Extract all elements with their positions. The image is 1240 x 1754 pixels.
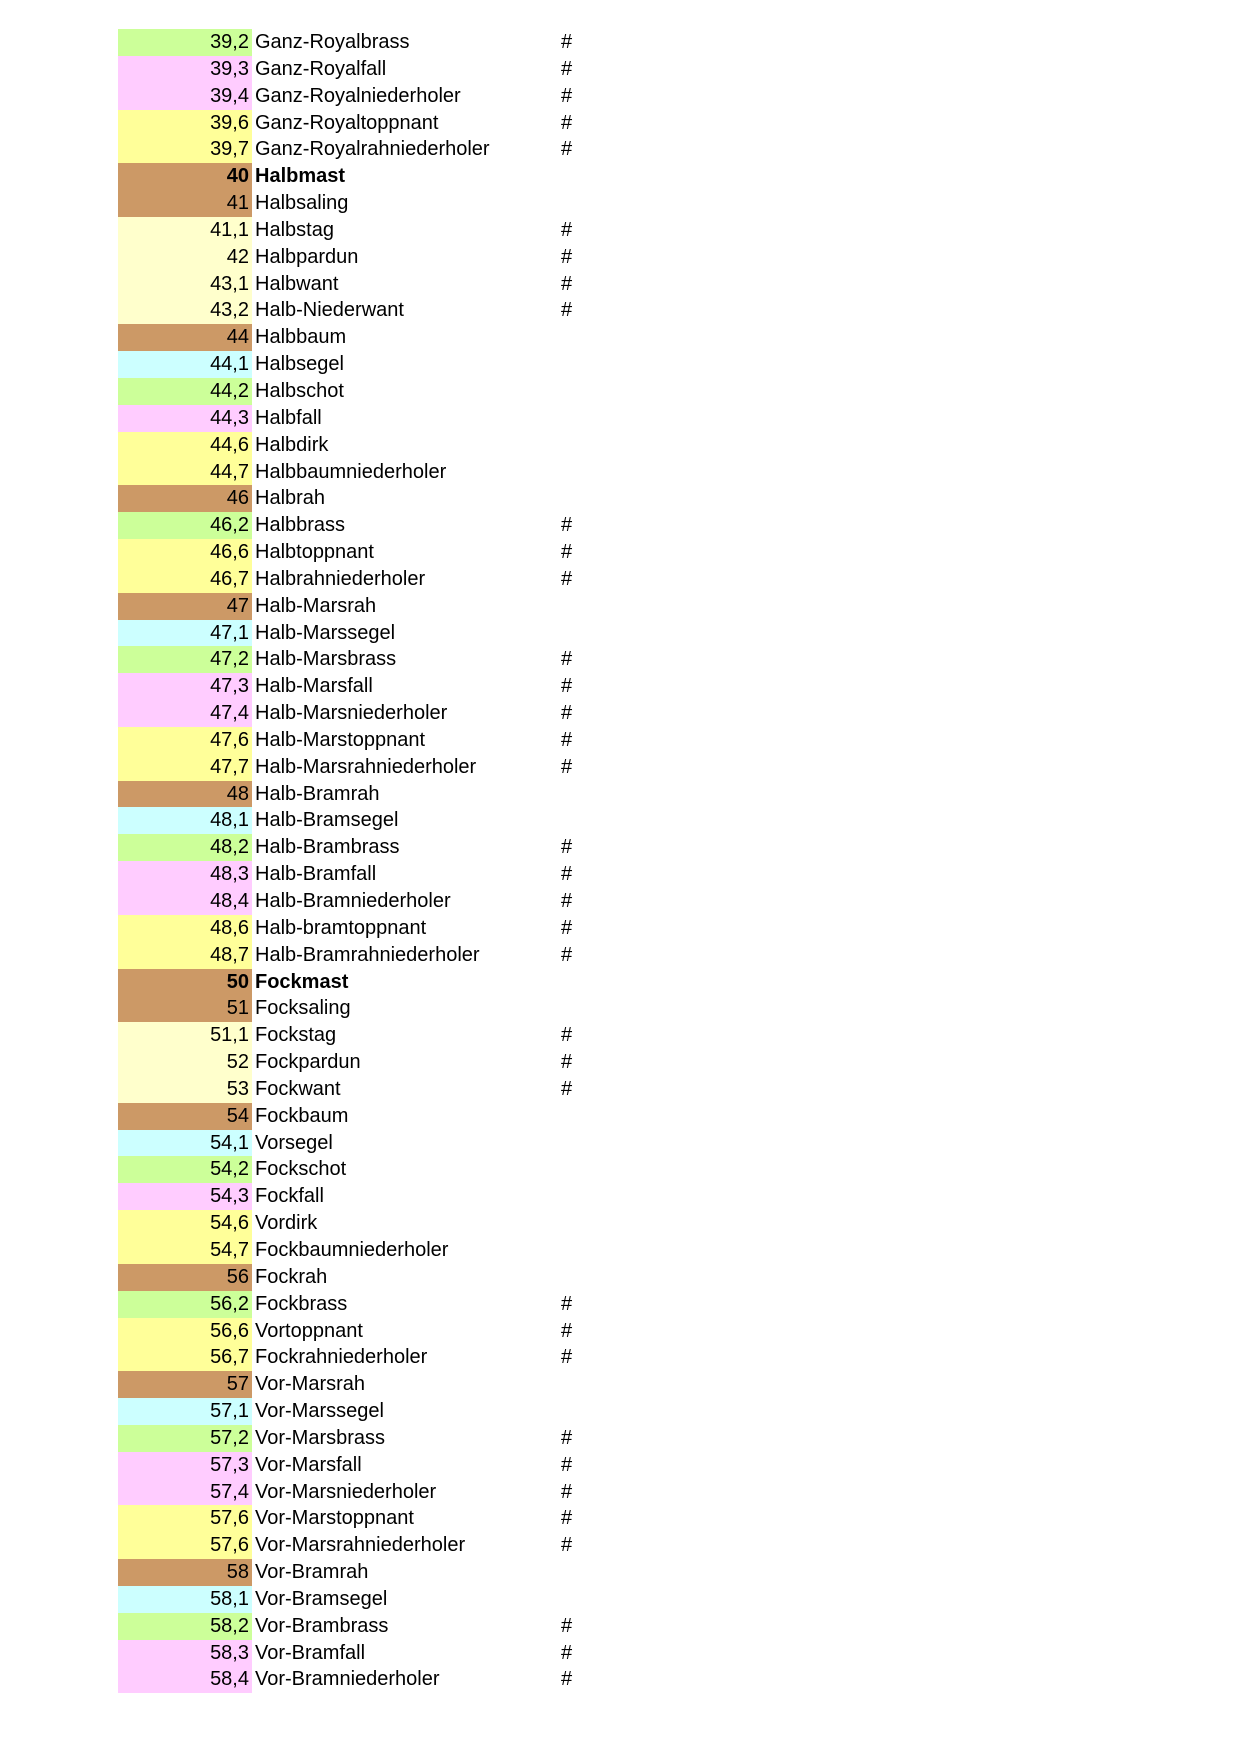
- row-number-cell: 44: [118, 324, 252, 351]
- row-number-cell: 44,2: [118, 378, 252, 405]
- row-number-cell: 58,1: [118, 1586, 252, 1613]
- row-name-cell: Vordirk: [255, 1212, 318, 1235]
- table-row: [118, 1130, 718, 1157]
- table-row: [118, 1049, 718, 1076]
- row-name-cell: Fockwant: [255, 1077, 341, 1100]
- table-row: [118, 1291, 718, 1318]
- row-name-cell: Halb-bramtoppnant: [255, 916, 427, 939]
- row-name-cell: Fockfall: [255, 1185, 324, 1208]
- row-number-cell: 54,2: [118, 1156, 252, 1183]
- row-name-cell: Fockbaumniederholer: [255, 1238, 449, 1261]
- row-mark-cell: #: [561, 916, 573, 939]
- row-mark-cell: #: [561, 1614, 573, 1637]
- row-name-cell: Vor-Marsrah: [255, 1373, 366, 1396]
- row-mark-cell: #: [561, 1051, 573, 1074]
- row-mark-cell: #: [561, 1292, 573, 1315]
- row-number-cell: 48,1: [118, 807, 252, 834]
- row-name-cell: Halb-Marsfall: [255, 675, 373, 698]
- row-number-cell: 48: [118, 781, 252, 808]
- table-row: [118, 620, 718, 647]
- table-row: [118, 56, 718, 83]
- row-number-cell: 41,1: [118, 217, 252, 244]
- table-row: [118, 512, 718, 539]
- row-name-cell: Vor-Marsniederholer: [255, 1480, 437, 1503]
- row-name-cell: Halbbrass: [255, 514, 346, 537]
- row-name-cell: Vor-Bramsegel: [255, 1587, 388, 1610]
- row-number-cell: 57,4: [118, 1479, 252, 1506]
- row-mark-cell: #: [561, 541, 573, 564]
- table-row: [118, 995, 718, 1022]
- row-name-cell: Halb-Bramsegel: [255, 809, 399, 832]
- row-number-cell: 57: [118, 1371, 252, 1398]
- row-number-cell: 56,2: [118, 1291, 252, 1318]
- row-number-cell: 47,4: [118, 700, 252, 727]
- row-mark-cell: #: [561, 836, 573, 859]
- row-mark-cell: #: [561, 111, 573, 134]
- table-row: [118, 566, 718, 593]
- table-row: [118, 754, 718, 781]
- row-number-cell: 46,7: [118, 566, 252, 593]
- row-number-cell: 56: [118, 1264, 252, 1291]
- table-row: [118, 1237, 718, 1264]
- table-row: [118, 646, 718, 673]
- row-number-cell: 54,7: [118, 1237, 252, 1264]
- row-name-cell: Halbmast: [255, 165, 346, 188]
- table-row: [118, 888, 718, 915]
- row-name-cell: Halb-Marsniederholer: [255, 702, 448, 725]
- table-row: [118, 834, 718, 861]
- row-number-cell: 47: [118, 593, 252, 620]
- row-name-cell: Fockrahniederholer: [255, 1346, 428, 1369]
- row-mark-cell: #: [561, 1534, 573, 1557]
- row-mark-cell: #: [561, 514, 573, 537]
- row-mark-cell: #: [561, 272, 573, 295]
- row-mark-cell: #: [561, 1319, 573, 1342]
- row-number-cell: 48,3: [118, 861, 252, 888]
- row-name-cell: Ganz-Royalrahniederholer: [255, 138, 490, 161]
- row-name-cell: Halbsaling: [255, 192, 349, 215]
- table-row: [118, 781, 718, 808]
- table-row: [118, 1022, 718, 1049]
- table-row: [118, 915, 718, 942]
- row-number-cell: 44,7: [118, 459, 252, 486]
- row-number-cell: 46: [118, 485, 252, 512]
- row-name-cell: Fockschot: [255, 1158, 347, 1181]
- row-name-cell: Vorsegel: [255, 1131, 333, 1154]
- row-name-cell: Vor-Marstoppnant: [255, 1507, 414, 1530]
- row-name-cell: Halb-Niederwant: [255, 299, 404, 322]
- table-row: [118, 83, 718, 110]
- row-name-cell: Halb-Marsrah: [255, 594, 377, 617]
- row-number-cell: 46,2: [118, 512, 252, 539]
- row-mark-cell: #: [561, 299, 573, 322]
- row-name-cell: Halbrah: [255, 487, 326, 510]
- table-row: [118, 29, 718, 56]
- row-mark-cell: #: [561, 1346, 573, 1369]
- row-number-cell: 53: [118, 1076, 252, 1103]
- row-name-cell: Focksaling: [255, 997, 351, 1020]
- table-row: [118, 271, 718, 298]
- row-mark-cell: #: [561, 567, 573, 590]
- table-row: [118, 969, 718, 996]
- row-name-cell: Halbrahniederholer: [255, 567, 426, 590]
- row-mark-cell: #: [561, 943, 573, 966]
- row-number-cell: 47,2: [118, 646, 252, 673]
- row-name-cell: Halbwant: [255, 272, 339, 295]
- row-mark-cell: #: [561, 31, 573, 53]
- row-number-cell: 39,4: [118, 83, 252, 110]
- table-row: [118, 1613, 718, 1640]
- table-row: [118, 1318, 718, 1345]
- row-mark-cell: #: [561, 1453, 573, 1476]
- table-row: [118, 1156, 718, 1183]
- table-row: [118, 1666, 718, 1693]
- row-name-cell: Halbbaum: [255, 326, 347, 349]
- row-number-cell: 57,1: [118, 1398, 252, 1425]
- row-name-cell: Ganz-Royalniederholer: [255, 84, 461, 107]
- row-number-cell: 46,6: [118, 539, 252, 566]
- row-name-cell: Fockstag: [255, 1024, 337, 1047]
- table-row: [118, 861, 718, 888]
- row-mark-cell: #: [561, 218, 573, 241]
- table-row: [118, 378, 718, 405]
- row-name-cell: Halb-Marsrahniederholer: [255, 755, 477, 778]
- row-name-cell: Vor-Marsrahniederholer: [255, 1534, 466, 1557]
- row-name-cell: Halb-Marstoppnant: [255, 728, 426, 751]
- row-number-cell: 57,3: [118, 1452, 252, 1479]
- row-name-cell: Fockrah: [255, 1265, 328, 1288]
- row-name-cell: Halb-Bramrahniederholer: [255, 943, 480, 966]
- row-number-cell: 58,4: [118, 1666, 252, 1693]
- row-mark-cell: #: [561, 1024, 573, 1047]
- table-row: [118, 405, 718, 432]
- row-number-cell: 44,6: [118, 432, 252, 459]
- row-number-cell: 51,1: [118, 1022, 252, 1049]
- row-number-cell: 54,6: [118, 1210, 252, 1237]
- row-number-cell: 50: [118, 969, 252, 996]
- row-number-cell: 57,6: [118, 1532, 252, 1559]
- table-row: [118, 351, 718, 378]
- table-row: [118, 1532, 718, 1559]
- table-row: [118, 807, 718, 834]
- table-row: [118, 1371, 718, 1398]
- row-name-cell: Halb-Bramrah: [255, 782, 380, 805]
- table-row: [118, 432, 718, 459]
- row-number-cell: 47,7: [118, 754, 252, 781]
- row-mark-cell: #: [561, 1426, 573, 1449]
- row-number-cell: 42: [118, 244, 252, 271]
- row-mark-cell: #: [561, 1077, 573, 1100]
- row-name-cell: Halb-Bramniederholer: [255, 890, 451, 912]
- row-name-cell: Halb-Brambrass: [255, 836, 400, 859]
- row-number-cell: 54: [118, 1103, 252, 1130]
- row-mark-cell: #: [561, 1668, 573, 1691]
- row-number-cell: 39,7: [118, 136, 252, 163]
- table-row: [118, 217, 718, 244]
- table-row: [118, 1076, 718, 1103]
- table-row: [118, 942, 718, 969]
- row-name-cell: Ganz-Royaltoppnant: [255, 111, 439, 134]
- row-mark-cell: #: [561, 675, 573, 698]
- row-name-cell: Vor-Marsfall: [255, 1453, 362, 1476]
- table-row: [118, 190, 718, 217]
- rigging-table: [118, 29, 718, 1693]
- table-row: [118, 593, 718, 620]
- table-row: [118, 1559, 718, 1586]
- row-name-cell: Halbschot: [255, 379, 344, 402]
- row-name-cell: Halbbaumniederholer: [255, 460, 447, 483]
- row-number-cell: 48,6: [118, 915, 252, 942]
- table-row: [118, 136, 718, 163]
- row-number-cell: 41: [118, 190, 252, 217]
- row-number-cell: 43,1: [118, 271, 252, 298]
- row-number-cell: 56,7: [118, 1344, 252, 1371]
- row-number-cell: 58: [118, 1559, 252, 1586]
- table-row: [118, 244, 718, 271]
- row-mark-cell: #: [561, 1480, 573, 1503]
- row-name-cell: Halbtoppnant: [255, 541, 374, 564]
- row-number-cell: 43,2: [118, 297, 252, 324]
- row-name-cell: Vor-Bramfall: [255, 1641, 366, 1664]
- table-row: [118, 727, 718, 754]
- table-row: [118, 1479, 718, 1506]
- table-row: [118, 485, 718, 512]
- row-name-cell: Vor-Bramrah: [255, 1561, 369, 1584]
- row-number-cell: 47,3: [118, 673, 252, 700]
- row-name-cell: Ganz-Royalbrass: [255, 31, 410, 53]
- row-number-cell: 40: [118, 163, 252, 190]
- table-row: [118, 1425, 718, 1452]
- row-number-cell: 44,1: [118, 351, 252, 378]
- row-name-cell: Vortoppnant: [255, 1319, 363, 1342]
- row-number-cell: 54,3: [118, 1183, 252, 1210]
- row-number-cell: 54,1: [118, 1130, 252, 1157]
- row-mark-cell: #: [561, 138, 573, 161]
- table-row: [118, 1640, 718, 1667]
- row-mark-cell: #: [561, 57, 573, 80]
- table-row: [118, 1103, 718, 1130]
- table-row: [118, 110, 718, 137]
- row-name-cell: Fockbaum: [255, 1104, 349, 1127]
- row-mark-cell: #: [561, 702, 573, 725]
- row-number-cell: 58,2: [118, 1613, 252, 1640]
- row-name-cell: Halbdirk: [255, 433, 329, 456]
- table-row: [118, 1344, 718, 1371]
- row-number-cell: 44,3: [118, 405, 252, 432]
- row-number-cell: 48,2: [118, 834, 252, 861]
- row-name-cell: Halb-Marsbrass: [255, 648, 397, 671]
- row-number-cell: 57,6: [118, 1505, 252, 1532]
- table-row: [118, 1505, 718, 1532]
- row-number-cell: 39,2: [118, 29, 252, 56]
- row-mark-cell: #: [561, 84, 573, 107]
- table-row: [118, 1586, 718, 1613]
- row-number-cell: 47,1: [118, 620, 252, 647]
- row-name-cell: Fockmast: [255, 970, 349, 993]
- row-name-cell: Halbsegel: [255, 353, 344, 376]
- table-row: [118, 297, 718, 324]
- row-mark-cell: #: [561, 648, 573, 671]
- row-mark-cell: #: [561, 728, 573, 751]
- row-name-cell: Halbstag: [255, 218, 334, 241]
- row-number-cell: 56,6: [118, 1318, 252, 1345]
- table-row: [118, 459, 718, 486]
- table-row: [118, 1398, 718, 1425]
- row-number-cell: 39,3: [118, 56, 252, 83]
- table-row: [118, 700, 718, 727]
- row-mark-cell: #: [561, 755, 573, 778]
- row-name-cell: Fockpardun: [255, 1051, 361, 1074]
- table-row: [118, 539, 718, 566]
- row-mark-cell: #: [561, 245, 573, 268]
- row-name-cell: Vor-Brambrass: [255, 1614, 389, 1637]
- row-name-cell: Halb-Bramfall: [255, 863, 377, 886]
- row-name-cell: Vor-Bramniederholer: [255, 1668, 440, 1691]
- table-row: [118, 1183, 718, 1210]
- row-name-cell: Vor-Marssegel: [255, 1400, 384, 1423]
- row-name-cell: Fockbrass: [255, 1292, 348, 1315]
- row-name-cell: Vor-Marsbrass: [255, 1426, 386, 1449]
- table-row: [118, 324, 718, 351]
- row-mark-cell: #: [561, 1507, 573, 1530]
- row-mark-cell: #: [561, 863, 573, 886]
- row-mark-cell: #: [561, 1641, 573, 1664]
- table-row: [118, 1452, 718, 1479]
- table-row: [118, 163, 718, 190]
- row-number-cell: 57,2: [118, 1425, 252, 1452]
- row-number-cell: 51: [118, 995, 252, 1022]
- row-name-cell: Halbpardun: [255, 245, 359, 268]
- row-mark-cell: #: [561, 890, 573, 912]
- table-row: [118, 673, 718, 700]
- row-name-cell: Halbfall: [255, 406, 322, 429]
- row-number-cell: 39,6: [118, 110, 252, 137]
- row-name-cell: Halb-Marssegel: [255, 621, 396, 644]
- row-number-cell: 52: [118, 1049, 252, 1076]
- table-row: [118, 1210, 718, 1237]
- row-number-cell: 58,3: [118, 1640, 252, 1667]
- row-number-cell: 48,7: [118, 942, 252, 969]
- table-row: [118, 1264, 718, 1291]
- row-number-cell: 48,4: [118, 888, 252, 915]
- row-name-cell: Ganz-Royalfall: [255, 57, 387, 80]
- row-number-cell: 47,6: [118, 727, 252, 754]
